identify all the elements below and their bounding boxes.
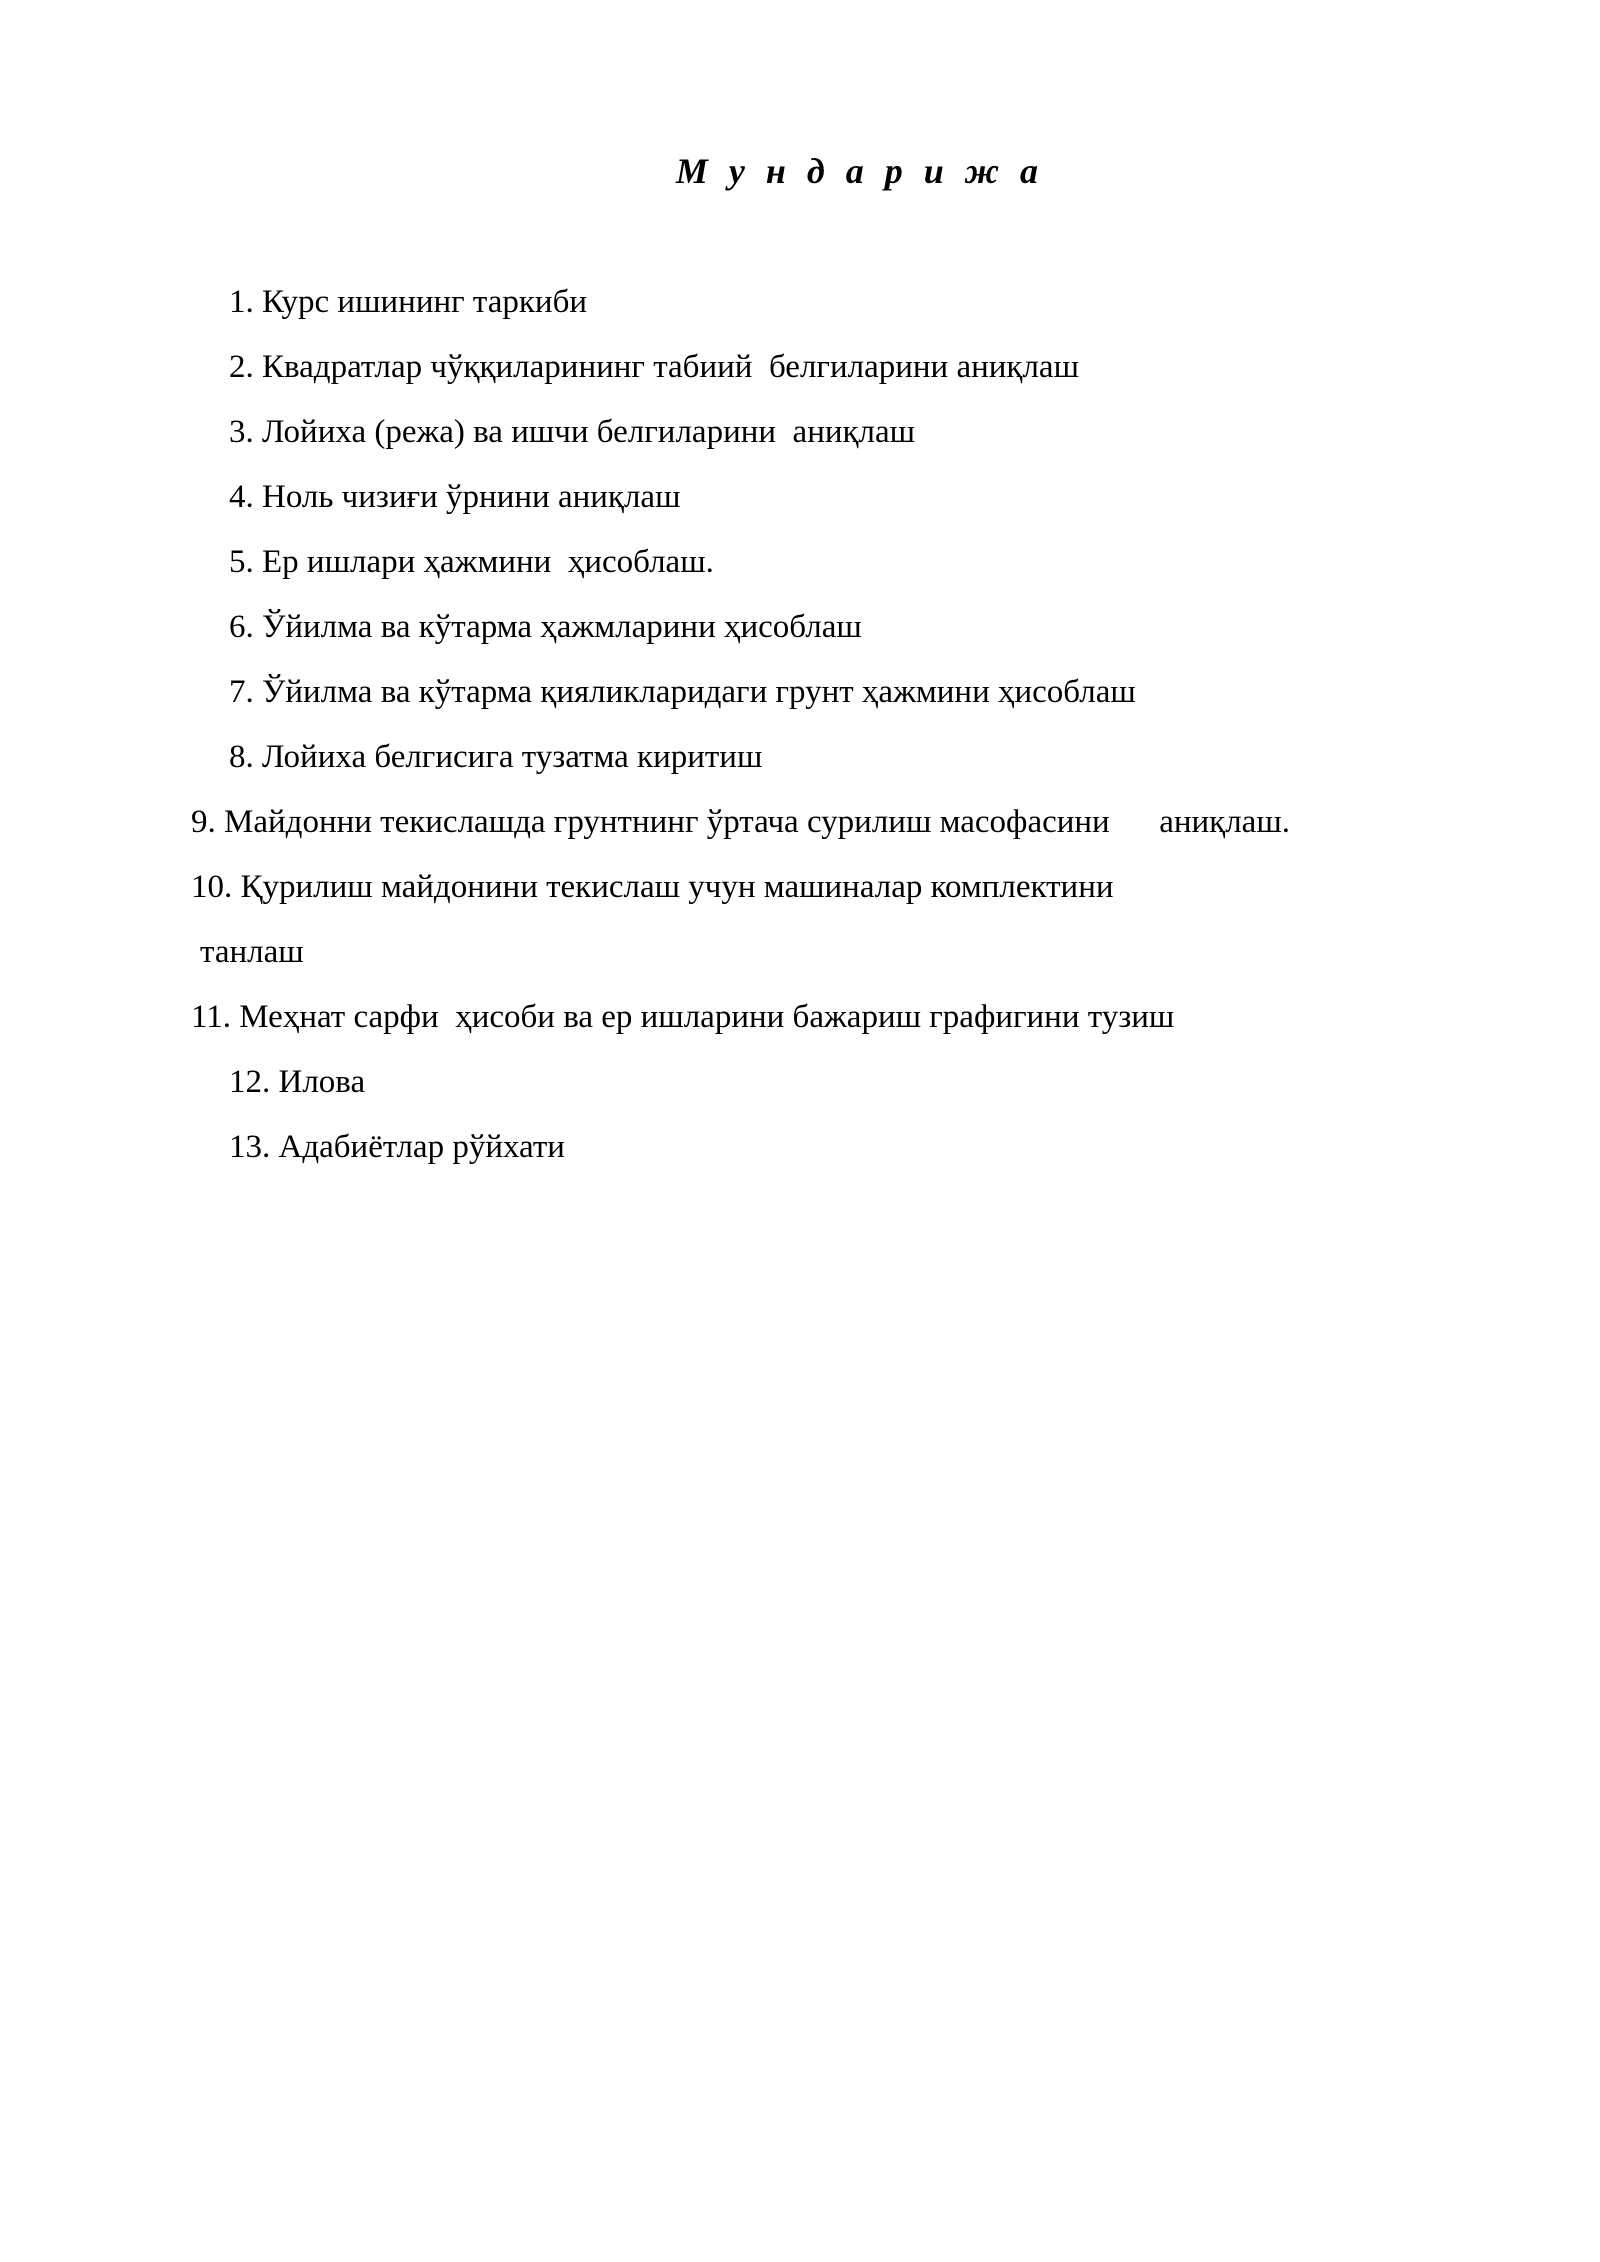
toc-item-5: 5. Ер ишлари ҳажмини ҳисоблаш.	[229, 544, 714, 580]
toc-item-3: 3. Лойиха (режа) ва ишчи белгиларини аниқлаш	[229, 414, 916, 450]
toc-item-10-continuation: танлаш	[200, 934, 304, 970]
toc-item-7: 7. Ўйилма ва кўтарма қияликларидаги грунт ҳажмини ҳисоблаш	[229, 674, 1136, 710]
toc-item-11: 11. Меҳнат сарфи ҳисоби ва ер ишларини бажариш графигини тузиш	[191, 999, 1175, 1035]
document-title: М у н д а р и ж а	[675, 151, 1045, 191]
toc-item-10: 10. Қурилиш майдонини текислаш учун машиналар комплектини	[191, 869, 1114, 905]
toc-item-2: 2. Квадратлар чўққиларининг табиий белгиларини аниқлаш	[229, 349, 1079, 385]
toc-item-8: 8. Лойиха белгисига тузатма киритиш	[229, 739, 763, 775]
toc-item-9: 9. Майдонни текислашда грунтнинг ўртача сурилиш масофасини аниқлаш.	[191, 804, 1290, 840]
toc-item-6: 6. Ўйилма ва кўтарма ҳажмларини ҳисоблаш	[229, 609, 862, 645]
toc-item-4: 4. Ноль чизиғи ўрнини аниқлаш	[229, 479, 681, 515]
toc-item-12: 12. Илова	[229, 1064, 366, 1100]
toc-item-1: 1. Курс ишининг таркиби	[229, 284, 588, 320]
toc-item-13: 13. Адабиётлар рўйхати	[229, 1129, 565, 1165]
